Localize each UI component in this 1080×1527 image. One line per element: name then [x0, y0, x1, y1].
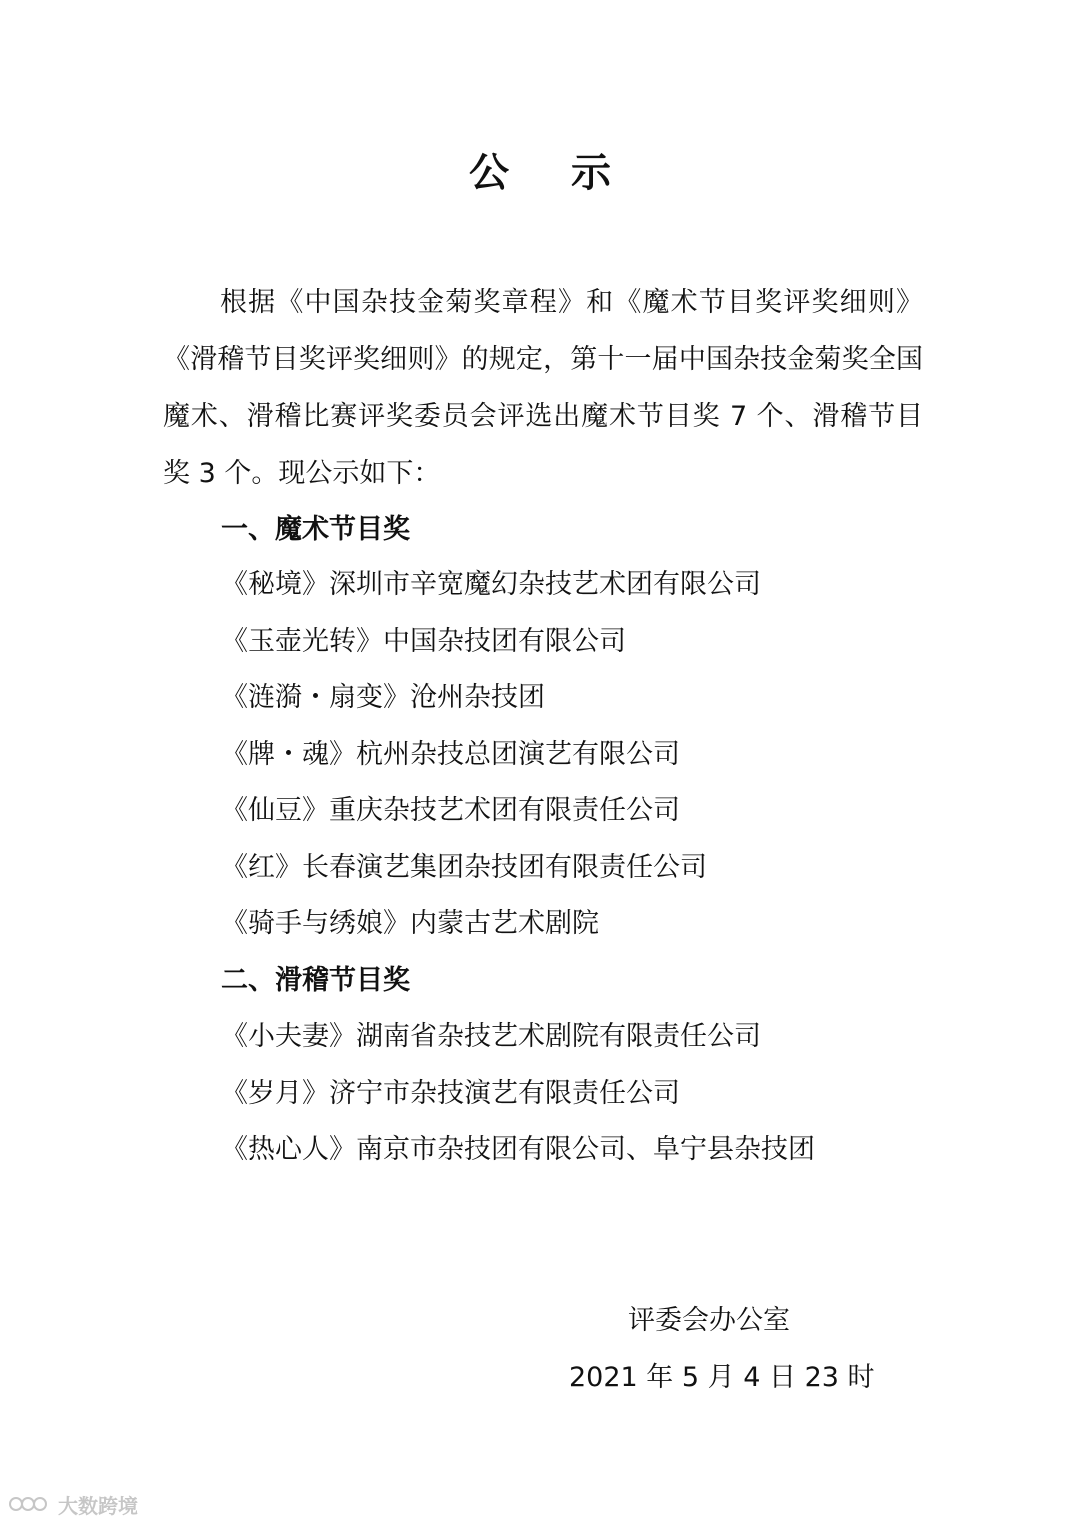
- logo-icon: [8, 1493, 54, 1515]
- signature-date: 2021 年 5 月 4 日 23 时: [569, 1362, 875, 1393]
- list-item: 《涟漪・扇变》沧州杂技团: [221, 682, 545, 713]
- watermark-text: 大数跨境: [58, 1493, 138, 1518]
- list-item: 《玉壶光转》中国杂技团有限公司: [221, 626, 626, 657]
- list-item: 《热心人》南京市杂技团有限公司、阜宁县杂技团: [221, 1134, 815, 1165]
- page-title: 公 示: [469, 150, 635, 196]
- list-item: 《秘境》深圳市辛宽魔幻杂技艺术团有限公司: [221, 569, 761, 600]
- list-item: 《红》长春演艺集团杂技团有限责任公司: [221, 852, 707, 883]
- section-heading-magic: 一、魔术节目奖: [221, 514, 410, 545]
- intro-paragraph: 根据《中国杂技金菊奖章程》和《魔术节目奖评奖细则》《滑稽节目奖评奖细则》的规定，第十一届中国杂技金菊奖全国魔术、滑稽比赛评奖委员会评选出魔术节目奖 7 个、滑稽节目奖 3 个。现公示如下：: [163, 287, 923, 489]
- watermark: [8, 1490, 138, 1518]
- signature-office: 评委会办公室: [628, 1305, 790, 1336]
- list-item: 《仙豆》重庆杂技艺术团有限责任公司: [221, 795, 680, 826]
- section-heading-comedy: 二、滑稽节目奖: [221, 965, 410, 996]
- list-item: 《牌・魂》杭州杂技总团演艺有限公司: [221, 739, 680, 770]
- list-item: 《小夫妻》湖南省杂技艺术剧院有限责任公司: [221, 1021, 761, 1052]
- list-item: 《骑手与绣娘》内蒙古艺术剧院: [221, 908, 599, 939]
- list-item: 《岁月》济宁市杂技演艺有限责任公司: [221, 1078, 680, 1109]
